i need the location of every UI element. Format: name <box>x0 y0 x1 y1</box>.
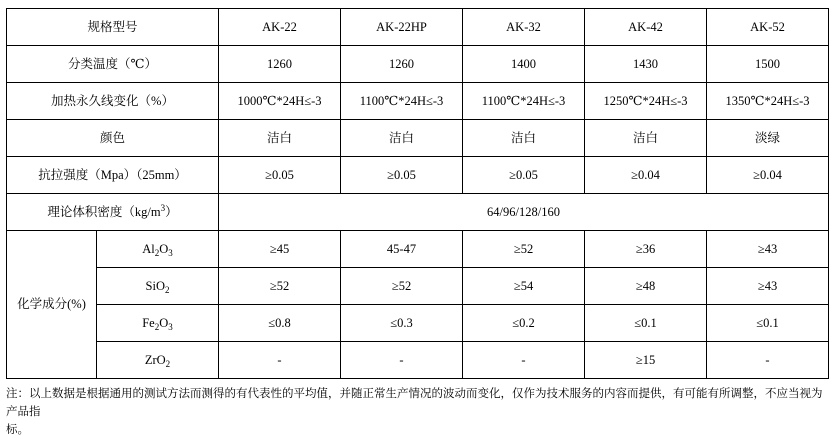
footnote-line-1: 注：以上数据是根据通用的测试方法而测得的有代表性的平均值，并随正常生产情况的波动而变化，仅作为技术服务的内容而提供，有可能有所调整，不应当视为产品指 <box>6 388 823 418</box>
cell-value: 淡绿 <box>707 120 829 157</box>
row-label-theoretical-density <box>7 194 219 231</box>
cell-value: ≥43 <box>707 268 829 305</box>
cell-value: - <box>463 342 585 379</box>
table-row-chemical <box>7 231 829 268</box>
cell-value: 1260 <box>341 46 463 83</box>
row-label-tensile-strength: 抗拉强度（Mpa）（25mm） <box>7 157 219 194</box>
cell-value: ≥15 <box>585 342 707 379</box>
cell-value: - <box>341 342 463 379</box>
sub-label-sio2: SiO$_2$ <box>97 268 219 305</box>
sub-label-al2o3: $Al_2O_3$ <box>97 231 219 268</box>
cell-value: 洁白 <box>463 120 585 157</box>
cell-value: ≤0.3 <box>341 305 463 342</box>
cell-value: ≤0.2 <box>463 305 585 342</box>
model-ak-52: AK-52 <box>707 9 829 46</box>
cell-value: - <box>707 342 829 379</box>
table-row <box>7 120 829 157</box>
model-ak-42: AK-42 <box>585 9 707 46</box>
model-ak-32: AK-32 <box>463 9 585 46</box>
table-row <box>7 83 829 120</box>
cell-density-value: 64/96/128/160 <box>219 194 829 231</box>
table-row-header <box>7 9 829 46</box>
cell-value: 洁白 <box>341 120 463 157</box>
footnote-line-2: 标。 <box>6 423 29 436</box>
cell-value: 45-47 <box>341 231 463 268</box>
row-label-chemical-composition: 化学成分(%) <box>7 231 97 379</box>
specification-table <box>6 8 829 379</box>
cell-value: 1250℃*24H≤-3 <box>585 83 707 120</box>
cell-value: ≥52 <box>219 268 341 305</box>
row-label-classification-temperature: 分类温度（℃） <box>7 46 219 83</box>
cell-value: ≥0.04 <box>707 157 829 194</box>
cell-value: ≥54 <box>463 268 585 305</box>
table-row-chemical <box>7 342 829 379</box>
row-label-color: 颜色 <box>7 120 219 157</box>
model-ak-22hp: AK-22HP <box>341 9 463 46</box>
sub-label-fe2o3: $Fe_2O_3$ <box>97 305 219 342</box>
table-row-density <box>7 194 829 231</box>
row-label-permanent-linear-change: 加热永久线变化（%） <box>7 83 219 120</box>
table-row-chemical <box>7 305 829 342</box>
cell-value: 1100℃*24H≤-3 <box>463 83 585 120</box>
cell-value: ≤0.1 <box>707 305 829 342</box>
table-row <box>7 157 829 194</box>
model-ak-22: AK-22 <box>219 9 341 46</box>
cell-value: ≥45 <box>219 231 341 268</box>
cell-value: 1500 <box>707 46 829 83</box>
cell-value: ≥0.05 <box>219 157 341 194</box>
cell-value: ≥36 <box>585 231 707 268</box>
sub-label-zro2: ZrO$_2$ <box>97 342 219 379</box>
cell-value: ≥43 <box>707 231 829 268</box>
cell-value: 1100℃*24H≤-3 <box>341 83 463 120</box>
table-row <box>7 46 829 83</box>
cell-value: - <box>219 342 341 379</box>
cell-value: ≥0.05 <box>341 157 463 194</box>
cell-value: ≥0.04 <box>585 157 707 194</box>
density-label-text: 理论体积密度$(kg/m^3)$ <box>47 202 178 219</box>
cell-value: 1260 <box>219 46 341 83</box>
table-row-chemical <box>7 268 829 305</box>
cell-value: 1430 <box>585 46 707 83</box>
cell-value: ≥52 <box>341 268 463 305</box>
cell-value: 洁白 <box>219 120 341 157</box>
cell-value: 1350℃*24H≤-3 <box>707 83 829 120</box>
cell-value: ≥0.05 <box>463 157 585 194</box>
cell-value: 洁白 <box>585 120 707 157</box>
footnote <box>6 386 828 439</box>
header-label: 规格型号 <box>7 9 219 46</box>
cell-value: ≤0.8 <box>219 305 341 342</box>
cell-value: 1000℃*24H≤-3 <box>219 83 341 120</box>
cell-value: 1400 <box>463 46 585 83</box>
cell-value: ≥52 <box>463 231 585 268</box>
cell-value: ≤0.1 <box>585 305 707 342</box>
cell-value: ≥48 <box>585 268 707 305</box>
